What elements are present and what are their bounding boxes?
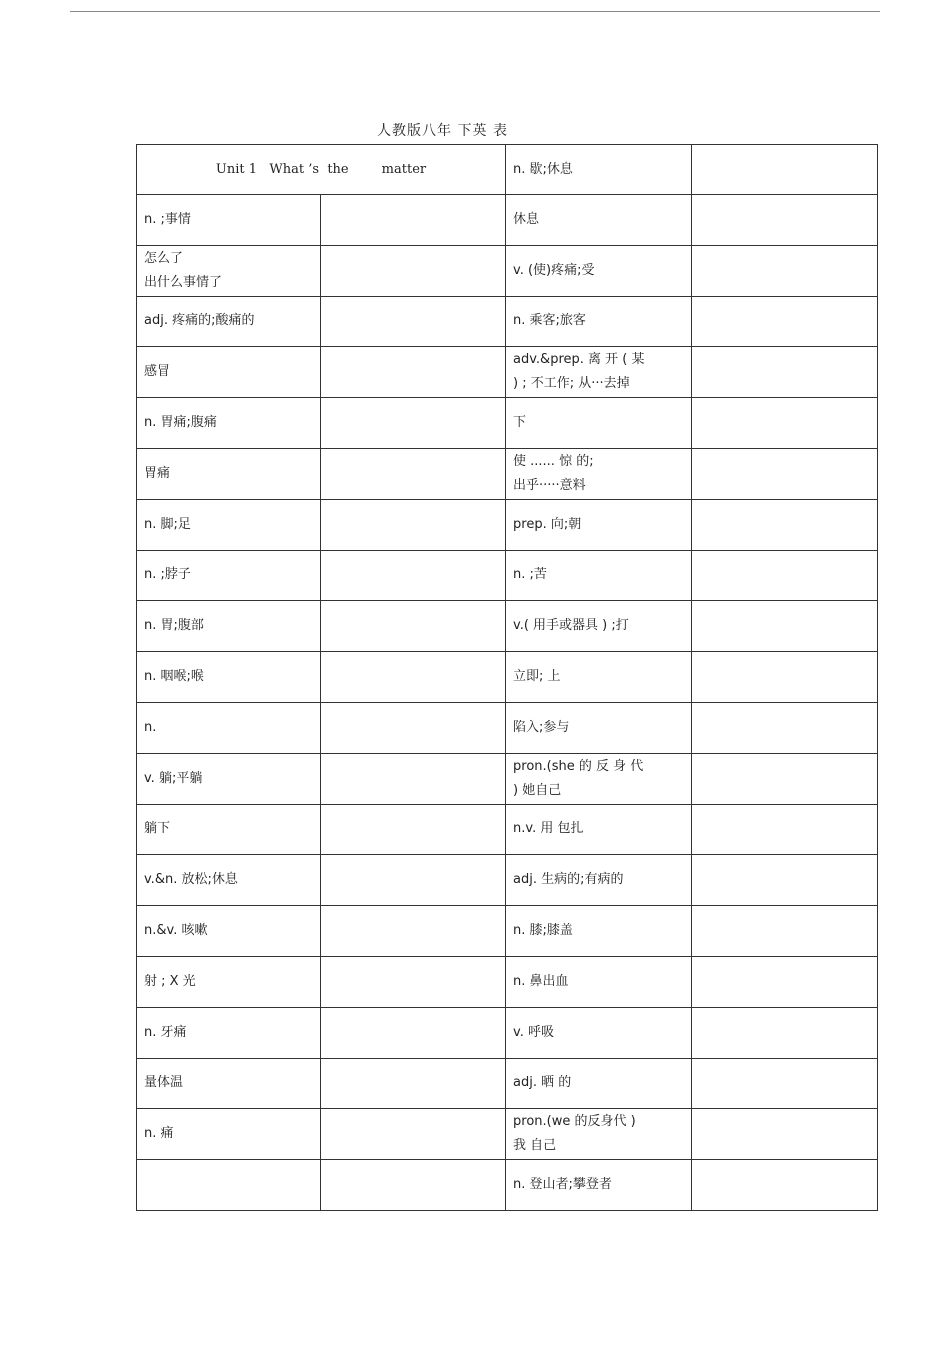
- right-term: n. 膝;膝盖: [506, 906, 692, 957]
- table-row: [137, 702, 878, 753]
- answer-cell[interactable]: [321, 195, 506, 246]
- answer-cell[interactable]: [321, 550, 506, 601]
- table-row: [137, 1058, 878, 1109]
- answer-cell[interactable]: [692, 550, 878, 601]
- answer-cell[interactable]: [321, 448, 506, 499]
- table-row: [137, 804, 878, 855]
- answer-cell[interactable]: [692, 1160, 878, 1211]
- answer-cell[interactable]: [321, 296, 506, 347]
- left-term: v. 躺;平躺: [137, 753, 321, 804]
- answer-cell[interactable]: [692, 1007, 878, 1058]
- answer-cell[interactable]: [321, 347, 506, 398]
- right-term: n.v. 用 包扎: [506, 804, 692, 855]
- right-term: n. ;苦: [506, 550, 692, 601]
- right-term: n. 乘客;旅客: [506, 296, 692, 347]
- left-term: n. 胃;腹部: [137, 601, 321, 652]
- left-term: 胃痛: [137, 448, 321, 499]
- page-title: 人教版八年 下英 表: [377, 123, 508, 139]
- answer-cell[interactable]: [321, 1109, 506, 1160]
- answer-cell[interactable]: [321, 398, 506, 449]
- answer-cell[interactable]: [692, 956, 878, 1007]
- answer-cell[interactable]: [692, 499, 878, 550]
- answer-cell[interactable]: [692, 195, 878, 246]
- table-row: [137, 448, 878, 499]
- left-term: n. 胃痛;腹痛: [137, 398, 321, 449]
- table-row: [137, 245, 878, 296]
- table-row: [137, 195, 878, 246]
- table-row: [137, 753, 878, 804]
- vocabulary-table: [136, 144, 878, 1211]
- answer-cell[interactable]: [692, 601, 878, 652]
- answer-cell[interactable]: [692, 1109, 878, 1160]
- left-term: 感冒: [137, 347, 321, 398]
- table-row: [137, 956, 878, 1007]
- right-term: v.( 用手或器具 ) ;打: [506, 601, 692, 652]
- left-term: n. ;事情: [137, 195, 321, 246]
- left-term: n.: [137, 702, 321, 753]
- left-term: [137, 1160, 321, 1211]
- answer-cell[interactable]: [321, 499, 506, 550]
- answer-cell[interactable]: [692, 245, 878, 296]
- answer-cell[interactable]: [321, 1160, 506, 1211]
- right-term: v. 呼吸: [506, 1007, 692, 1058]
- answer-cell[interactable]: [321, 601, 506, 652]
- answer-cell[interactable]: [692, 296, 878, 347]
- right-term: 使 ...... 惊 的; 出乎·····意料: [506, 448, 692, 499]
- right-term: pron.(she 的 反 身 代 ) 她自己: [506, 753, 692, 804]
- left-term: 量体温: [137, 1058, 321, 1109]
- answer-cell[interactable]: [321, 652, 506, 703]
- answer-cell[interactable]: [692, 702, 878, 753]
- table-row: [137, 855, 878, 906]
- answer-cell[interactable]: [692, 398, 878, 449]
- answer-cell[interactable]: [321, 753, 506, 804]
- right-term: 下: [506, 398, 692, 449]
- right-term: v. (使)疼痛;受: [506, 245, 692, 296]
- right-term: pron.(we 的反身代 ) 我 自己: [506, 1109, 692, 1160]
- answer-cell[interactable]: [692, 804, 878, 855]
- right-term: 休息: [506, 195, 692, 246]
- left-term: n.&v. 咳嗽: [137, 906, 321, 957]
- table-row: [137, 550, 878, 601]
- answer-cell[interactable]: [321, 1058, 506, 1109]
- table-header-row: [137, 145, 878, 195]
- answer-cell[interactable]: [692, 448, 878, 499]
- left-term: n. 牙痛: [137, 1007, 321, 1058]
- right-term: n. 鼻出血: [506, 956, 692, 1007]
- right-term: adv.&prep. 离 开 ( 某 ) ; 不工作; 从···去掉: [506, 347, 692, 398]
- table-row: [137, 347, 878, 398]
- table-row: [137, 1007, 878, 1058]
- right-term: prep. 向;朝: [506, 499, 692, 550]
- answer-cell[interactable]: [321, 906, 506, 957]
- right-term: adj. 晒 的: [506, 1058, 692, 1109]
- left-term: adj. 疼痛的;酸痛的: [137, 296, 321, 347]
- unit-title: Unit 1 What ’s the matter: [137, 145, 506, 195]
- table-row: [137, 906, 878, 957]
- left-term: n. ;脖子: [137, 550, 321, 601]
- table-row: [137, 1109, 878, 1160]
- answer-cell[interactable]: [321, 855, 506, 906]
- table-row: [137, 398, 878, 449]
- table-row: [137, 1160, 878, 1211]
- left-term: 射 ; X 光: [137, 956, 321, 1007]
- answer-cell[interactable]: [692, 1058, 878, 1109]
- left-term: n. 痛: [137, 1109, 321, 1160]
- right-term: 立即; 上: [506, 652, 692, 703]
- right-term: n. 登山者;攀登者: [506, 1160, 692, 1211]
- left-term: n. 咽喉;喉: [137, 652, 321, 703]
- answer-cell[interactable]: [321, 804, 506, 855]
- answer-cell[interactable]: [692, 347, 878, 398]
- left-term: n. 脚;足: [137, 499, 321, 550]
- answer-cell[interactable]: [692, 753, 878, 804]
- answer-cell[interactable]: [692, 906, 878, 957]
- right-term: 陷入;参与: [506, 702, 692, 753]
- answer-cell[interactable]: [692, 855, 878, 906]
- left-term: 怎么了 出什么事情了: [137, 245, 321, 296]
- answer-cell[interactable]: [321, 1007, 506, 1058]
- answer-cell[interactable]: [321, 245, 506, 296]
- answer-cell[interactable]: [321, 956, 506, 1007]
- table-row: [137, 652, 878, 703]
- answer-cell[interactable]: [321, 702, 506, 753]
- left-term: v.&n. 放松;休息: [137, 855, 321, 906]
- answer-cell[interactable]: [692, 652, 878, 703]
- header-right-term: n. 歇;休息: [506, 145, 692, 195]
- table-row: [137, 601, 878, 652]
- table-row: [137, 296, 878, 347]
- left-term: 躺下: [137, 804, 321, 855]
- right-term: adj. 生病的;有病的: [506, 855, 692, 906]
- top-rule: [70, 11, 880, 12]
- answer-cell[interactable]: [692, 145, 878, 195]
- table-row: [137, 499, 878, 550]
